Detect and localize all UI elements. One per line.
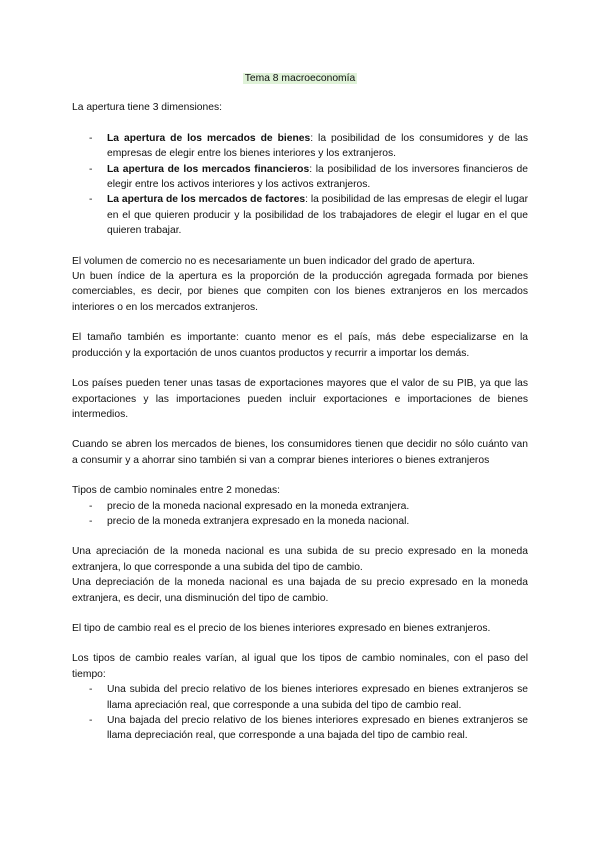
list-item-term: La apertura de los mercados de factores: [107, 194, 306, 206]
list-item: [72, 192, 528, 238]
list-item: - Una bajada del precio relativo de los bienes interiores expresado en bienes extranjeros se llama depreciación real, que corresponde a una bajada del tipo de cambio real.: [72, 713, 528, 744]
list-item: - Una subida del precio relativo de los bienes interiores expresado en bienes extranjeros se llama apreciación real, que corresponde a una subida del tipo de cambio real.: [72, 682, 528, 713]
title-container: [72, 71, 528, 86]
list-item-text: : la posibilidad de los inversores financieros de elegir entre los activos interiores y los activos extranjeros.: [107, 163, 529, 191]
exchange-intro: Tipos de cambio nominales entre 2 monedas:: [72, 485, 280, 497]
list-item-term: La apertura de los mercados de bienes: [107, 132, 311, 144]
list-item: [72, 162, 528, 193]
intro-paragraph: La apertura tiene 3 dimensiones:: [72, 102, 222, 114]
real-intro: Los tipos de cambio reales varían, al igual que los tipos de cambio nominales, con el paso del tiempo:: [72, 653, 528, 680]
list-item-text: : la posibilidad de las empresas de elegir el lugar en el que quieren producir y la posibilidad de los trabajadores de elegir el lugar en el que quieren trabajar.: [107, 194, 528, 237]
list-item: - precio de la moneda nacional expresado en la moneda extranjera.: [72, 499, 528, 514]
countries-paragraph: Los países pueden tener unas tasas de exportaciones mayores que el valor de su PIB, ya que las exportaciones y las importaciones pueden incluir exportaciones e importaciones de bienes intermedios.: [72, 378, 528, 420]
consumers-paragraph: Cuando se abren los mercados de bienes, los consumidores tienen que decidir no sólo cuánto van a consumir y a ahorrar sino también si van a comprar bienes interiores o bienes extranjeros: [72, 439, 528, 466]
real-exchange-paragraph: El tipo de cambio real es el precio de los bienes interiores expresado en bienes extranjeros.: [72, 622, 491, 634]
real-list: [72, 682, 528, 744]
size-paragraph: El tamaño también es importante: cuanto menor es el país, más debe especializarse en la producción y la exportación de unos cuantos productos y recurrir a importar los demás.: [72, 332, 528, 359]
volume-paragraph-1: El volumen de comercio no es necesariamente un buen indicador del grado de apertura.: [72, 255, 475, 267]
appreciation-paragraph: Una apreciación de la moneda nacional es una subida de su precio expresado en la moneda extranjera, lo que corresponde a una subida del tipo de cambio.: [72, 546, 528, 573]
volume-paragraph-2: Un buen índice de la apertura es la proporción de la producción agregada formada por bienes comerciables, es decir, por bienes que compiten con los bienes extranjeros en los mercados interiores o en los mercados extranjeros.: [72, 271, 528, 313]
exchange-list: [72, 499, 528, 530]
list-item-term: La apertura de los mercados financieros: [107, 163, 310, 175]
list-item: [72, 131, 528, 162]
depreciation-paragraph: Una depreciación de la moneda nacional es una bajada de su precio expresado en la moneda extranjera, es decir, una disminución del tipo de cambio.: [72, 577, 528, 604]
list-item-text: : la posibilidad de los consumidores y de las empresas de elegir entre los bienes interiores y los extranjeros.: [107, 132, 528, 160]
dimensions-list: [72, 131, 528, 239]
page-title: Tema 8 macroeconomía: [244, 73, 356, 84]
list-item: - precio de la moneda extranjera expresado en la moneda nacional.: [72, 514, 528, 529]
